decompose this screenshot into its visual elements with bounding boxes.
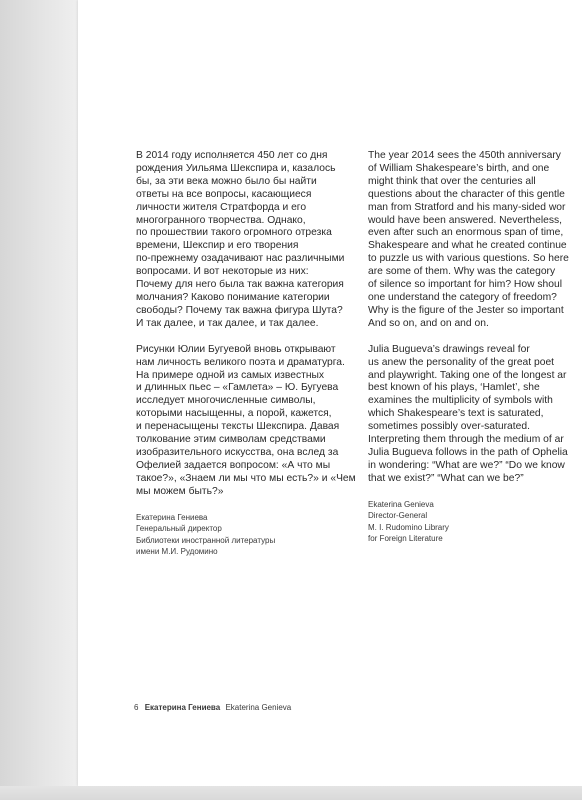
signature-name: Ekaterina Genieva (368, 499, 434, 509)
text-line: нам личность великого поэта и драматурга. (136, 356, 345, 368)
signature-title: Генеральный директор (136, 524, 222, 534)
signature-org: M. I. Rudomino Library (368, 522, 449, 532)
text-line: of silence so important for him? How shoul (368, 279, 563, 291)
text-line: man from Stratford and his many-sided wor (368, 201, 566, 213)
signature-name: Екатерина Гениева (136, 512, 208, 522)
text-line: questions about the character of this gentle (368, 188, 565, 200)
text-line: and playwright. Taking one of the longest ar (368, 369, 567, 381)
english-paragraph-1 (368, 150, 582, 331)
text-line: Julia Bugueva’s drawings reveal for (368, 343, 530, 355)
signature-org: имени М.И. Рудомино (136, 547, 218, 557)
text-line: и длинных пьес – «Гамлета» – Ю. Бугуева (136, 382, 339, 394)
book-page (78, 0, 582, 786)
text-line: Julia Bugueva follows in the path of Ophelia (368, 446, 568, 458)
text-line: по-прежнему озадачивают нас различными (136, 253, 345, 265)
page-number: 6 (134, 703, 139, 712)
russian-paragraph-1 (136, 150, 368, 331)
russian-column (136, 150, 368, 558)
text-line: исследует многочисленные символы, (136, 395, 316, 407)
text-line: Why is the figure of the Jester so important (368, 304, 564, 316)
text-line: молчания? Каково понимание категории (136, 291, 330, 303)
text-line: изобразительного искусства, она вслед за (136, 446, 339, 458)
text-line: времени, Шекспир и его творения (136, 240, 299, 252)
scan-background-bottom (0, 786, 582, 800)
text-line: best known of his plays, ‘Hamlet’, she (368, 382, 540, 394)
text-line: one understand the category of freedom? (368, 291, 557, 303)
text-line: are some of them. Why was the category (368, 266, 556, 278)
text-line: Shakespeare and what he created continue (368, 240, 567, 252)
russian-paragraph-2 (136, 344, 368, 499)
text-line: многогранного творчества. Однако, (136, 214, 306, 226)
english-paragraph-2 (368, 344, 582, 486)
text-line: The year 2014 sees the 450th anniversary (368, 150, 561, 161)
page-footer (134, 703, 291, 712)
english-signature (368, 499, 582, 545)
text-line: Interpreting them through the medium of ar (368, 434, 564, 446)
text-line: В 2014 году исполняется 450 лет со дня (136, 150, 328, 161)
text-line: рождения Уильяма Шекспира и, казалось (136, 162, 336, 174)
text-line: sometimes possibly over-saturated. (368, 421, 530, 433)
footer-author-en: Ekaterina Genieva (225, 703, 292, 712)
text-line: личности жителя Стратфорда и его (136, 201, 307, 213)
text-line: to puzzle us with various questions. So here (368, 253, 569, 265)
text-line: свободы? Почему так важна фигура Шута? (136, 304, 343, 316)
text-line: И так далее, и так далее, и так далее. (136, 317, 319, 329)
text-line: us anew the personality of the great poet (368, 356, 555, 368)
text-line: Рисунки Юлии Бугуевой вновь открывают (136, 343, 336, 355)
text-line: такое?», «Знаем ли мы что мы есть?» и «Чем (136, 472, 356, 484)
footer-author-ru: Екатерина Гениева (144, 703, 221, 712)
signature-org: for Foreign Literature (368, 534, 443, 544)
signature-org: Библиотеки иностранной литературы (136, 535, 276, 545)
text-line: which Shakespeare’s text is saturated, (368, 408, 544, 420)
text-line: вопросами. И вот некоторые из них: (136, 266, 309, 278)
text-line: которыми насыщенны, а порой, кажется, (136, 408, 332, 420)
text-line: might think that over the centuries all (368, 175, 536, 187)
text-line: of William Shakespeare’s birth, and one (368, 162, 550, 174)
text-line: examines the multiplicity of symbols with (368, 395, 553, 407)
text-line: And so on, and on and on. (368, 317, 489, 329)
text-line: Офелией задается вопросом: «А что мы (136, 459, 331, 471)
text-line: in wondering: “What are we?” “Do we know (368, 459, 565, 471)
text-line: по прошествии такого огромного отрезка (136, 227, 332, 239)
text-line: that we exist?” “What can we be?” (368, 472, 524, 484)
signature-title: Director-General (368, 511, 428, 521)
text-line: На примере одной из самых известных (136, 369, 325, 381)
text-line: even after such an enormous span of time, (368, 227, 564, 239)
russian-signature (136, 512, 368, 558)
text-line: ответы на все вопросы, касающиеся (136, 188, 312, 200)
english-column (368, 150, 582, 545)
text-line: толкование этим символам средствами (136, 434, 326, 446)
text-line: и перенасыщены тексты Шекспира. Давая (136, 421, 340, 433)
scan-background-left (0, 0, 78, 800)
text-line: бы, за эти века можно было бы найти (136, 175, 317, 187)
text-line: would have been answered. Nevertheless, (368, 214, 563, 226)
text-line: Почему для него была так важна категория (136, 279, 344, 291)
text-line: мы можем быть?» (136, 485, 224, 497)
